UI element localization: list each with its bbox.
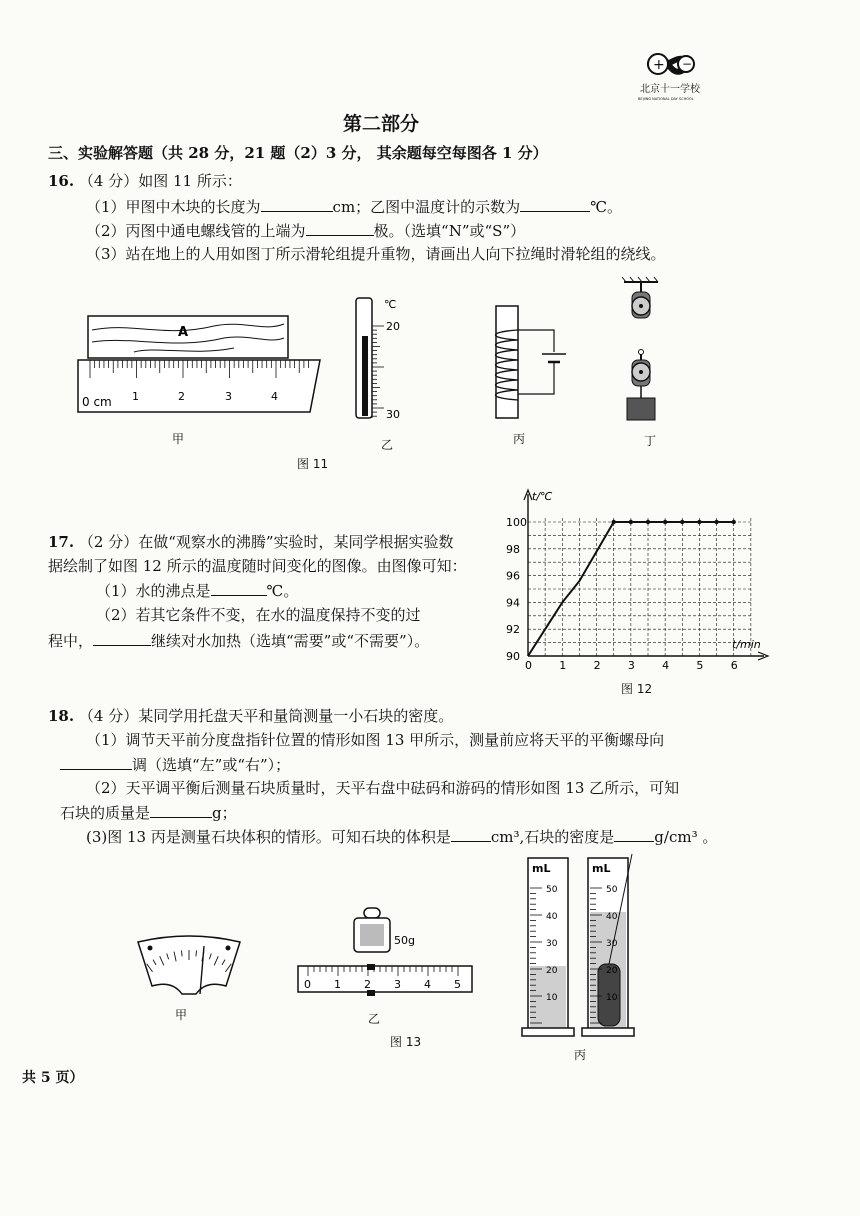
q18-p2b: 石块的质量是 (60, 804, 151, 822)
fig12-temperature-chart (500, 488, 770, 688)
rider-tick-label: 5 (454, 978, 461, 991)
q17-number: 17. (48, 533, 75, 551)
q18-p3c: g/cm³ 。 (654, 828, 718, 846)
q16-intro: （4 分）如图 11 所示： (78, 172, 242, 190)
answer-blank[interactable] (306, 220, 374, 236)
q18-number: 18. (48, 707, 75, 725)
cyl-tick-label: 20 (606, 966, 618, 976)
cyl-unit: mL (532, 862, 551, 875)
fig13-caption-bing: 丙 (574, 1048, 587, 1062)
q16-p1a: （1）甲图中木块的长度为 (86, 198, 261, 216)
ruler-tick-label: 4 (271, 390, 278, 403)
q17-line-3 (96, 580, 298, 601)
cyl-tick-label: 50 (546, 885, 558, 895)
logo-text: 北京十一学校 (640, 84, 700, 95)
cyl-tick-label: 40 (606, 912, 618, 922)
thermo-bottom: 30 (386, 408, 400, 421)
q18-p3a: (3)图 13 丙是测量石块体积的情形。可知石块的体积是 (86, 828, 451, 846)
fig13-weight-and-rider (296, 904, 476, 994)
answer-blank[interactable] (451, 826, 491, 842)
answer-blank[interactable] (93, 630, 151, 646)
fig13-caption-jia: 甲 (175, 1008, 188, 1022)
q16-line-intro (48, 171, 242, 191)
fig12-caption: 图 12 (621, 682, 653, 696)
thermometer-liquid (362, 336, 368, 416)
fig11-caption-ding: 丁 (644, 434, 657, 448)
q18-p3b: cm³,石块的密度是 (490, 828, 615, 846)
cyl-tick-label: 30 (546, 939, 558, 949)
x-tick-label: 1 (559, 659, 567, 672)
data-point (680, 520, 684, 524)
thermo-unit: ℃ (384, 298, 397, 311)
x-tick-label: 3 (627, 659, 635, 672)
data-point (732, 520, 736, 524)
q17-l5a: 程中， (48, 632, 94, 650)
q18-line-2 (60, 754, 290, 775)
x-tick-label: 5 (696, 659, 704, 672)
q16-p1c: ℃。 (590, 198, 622, 216)
q18-line-5 (86, 826, 717, 847)
q17-l3b: ℃。 (266, 582, 299, 600)
y-tick-label: 92 (506, 623, 520, 637)
answer-blank[interactable] (211, 580, 267, 596)
x-tick-label: 2 (593, 659, 601, 672)
fig13-balance-dial (134, 932, 244, 1002)
rider-marker (367, 964, 375, 970)
fig11-caption-jia: 甲 (172, 432, 185, 446)
rider-tick-label: 0 (304, 978, 311, 991)
q17-l5b: 继续对水加热（选填“需要”或“不需要”）。 (151, 632, 430, 650)
ruler-unit: 0 cm (82, 395, 112, 409)
cyl-tick-label: 40 (546, 912, 558, 922)
rider-tick-label: 4 (424, 978, 431, 991)
section-heading: 三、实验解答题（共 28 分，21 题（2）3 分， 其余题每空每图各 1 分） (48, 144, 548, 162)
ruler-tick-label: 2 (178, 390, 185, 403)
q18-p1b: 调（选填“左”或“右”）； (132, 756, 291, 774)
q16-p1b: cm；乙图中温度计的示数为 (332, 198, 521, 216)
cyl-tick-label: 30 (606, 939, 618, 949)
cyl-tick-label: 10 (606, 993, 618, 1003)
x-tick-label: 6 (730, 659, 738, 672)
answer-blank[interactable] (520, 196, 590, 212)
cyl-tick-label: 10 (546, 993, 558, 1003)
fig11-caption: 图 11 (297, 457, 329, 471)
x-tick-label: 0 (525, 659, 532, 672)
ruler-body (78, 360, 320, 412)
fig11-thermometer (350, 296, 430, 426)
q16-line-3 (86, 244, 666, 264)
svg-text:+: + (653, 57, 665, 73)
y-tick-label: 96 (506, 569, 520, 583)
q18-p2c: g； (212, 804, 237, 822)
answer-blank[interactable] (614, 826, 654, 842)
cyl-tick-label: 50 (606, 885, 618, 895)
answer-blank[interactable] (261, 196, 333, 212)
chart-ticks (506, 516, 738, 672)
q16-p3: （3）站在地上的人用如图丁所示滑轮组提升重物，请画出人向下拉绳时滑轮组的绕线。 (86, 245, 666, 263)
q18-line-intro (48, 706, 453, 726)
q16-p2a: （2）丙图中通电螺线管的上端为 (86, 222, 306, 240)
data-point (646, 520, 650, 524)
cyl-unit: mL (592, 862, 611, 875)
q16-number: 16. (48, 172, 75, 190)
fig13-measuring-cylinders (522, 852, 642, 1042)
thermometer-ticks (372, 326, 384, 416)
chart-grid (528, 516, 751, 656)
chart-y-axis-label: t/℃ (532, 490, 553, 503)
svg-text:−: − (682, 57, 693, 71)
q16-line-1 (86, 196, 622, 217)
y-tick-label: 100 (506, 516, 527, 529)
rider-tick-label: 3 (394, 978, 401, 991)
chart-axes (524, 490, 768, 660)
x-tick-label: 4 (662, 659, 670, 672)
fig11-solenoid (488, 302, 578, 422)
fig11-caption-yi: 乙 (381, 438, 394, 452)
dial-tick (196, 950, 197, 956)
fig11-caption-bing: 丙 (513, 432, 526, 446)
answer-blank[interactable] (150, 802, 212, 818)
block-label: A (178, 325, 189, 340)
chart-x-axis-label: t/min (732, 638, 761, 651)
q18-line-3: （2）天平调平衡后测量石块质量时，天平右盘中砝码和游码的情形如图 13 乙所示，可知 (86, 779, 680, 797)
q17-l1: （2 分）在做“观察水的沸腾”实验时，某同学根据实验数 (78, 533, 454, 551)
fig11-ruler-diagram (74, 312, 324, 422)
dial-tick (181, 950, 182, 956)
ruler-tick-label: 3 (225, 390, 232, 403)
y-tick-label: 94 (506, 596, 520, 610)
q17-line-5 (48, 630, 429, 651)
data-point (612, 520, 616, 524)
logo-subtext: BEIJING NATIONAL DAY SCHOOL (638, 97, 694, 101)
cyl-tick-label: 20 (546, 966, 558, 976)
school-logo (636, 40, 706, 100)
fig13-caption: 图 13 (390, 1035, 422, 1049)
thermo-top: 20 (386, 320, 400, 333)
ruler-tick-label: 1 (132, 390, 139, 403)
q18-line-1: （1）调节天平前分度盘指针位置的情形如图 13 甲所示，测量前应将天平的平衡螺母向 (86, 731, 665, 749)
section-title: 第二部分 (343, 113, 420, 135)
q18-line-4 (60, 802, 237, 823)
fig13-caption-yi: 乙 (368, 1012, 381, 1026)
rider-tick-label: 2 (364, 978, 371, 991)
y-tick-label: 90 (506, 650, 520, 663)
q17-line-2: 据绘制了如图 12 所示的温度随时间变化的图像。由图像可知： (48, 557, 467, 575)
data-point (714, 520, 718, 524)
q16-p2b: 极。（选填“N”或“S”） (373, 222, 526, 240)
chart-series (528, 520, 736, 656)
data-point (697, 520, 701, 524)
q17-line-4: （2）若其它条件不变，在水的温度保持不变的过 (96, 606, 421, 624)
q16-line-2 (86, 220, 525, 241)
answer-blank[interactable] (60, 754, 132, 770)
data-point (629, 520, 633, 524)
fig11-pulley-system (618, 276, 668, 426)
data-point (663, 520, 667, 524)
heavy-weight (627, 398, 655, 420)
page-count-footer: 共 5 页） (22, 1070, 84, 1086)
rider-tick-label: 1 (334, 978, 341, 991)
weight-label: 50g (394, 934, 415, 947)
q17-line-1 (48, 532, 454, 552)
y-tick-label: 98 (506, 542, 520, 556)
q17-l3a: （1）水的沸点是 (96, 582, 211, 600)
q18-intro: （4 分）某同学用托盘天平和量筒测量一小石块的密度。 (78, 707, 454, 725)
